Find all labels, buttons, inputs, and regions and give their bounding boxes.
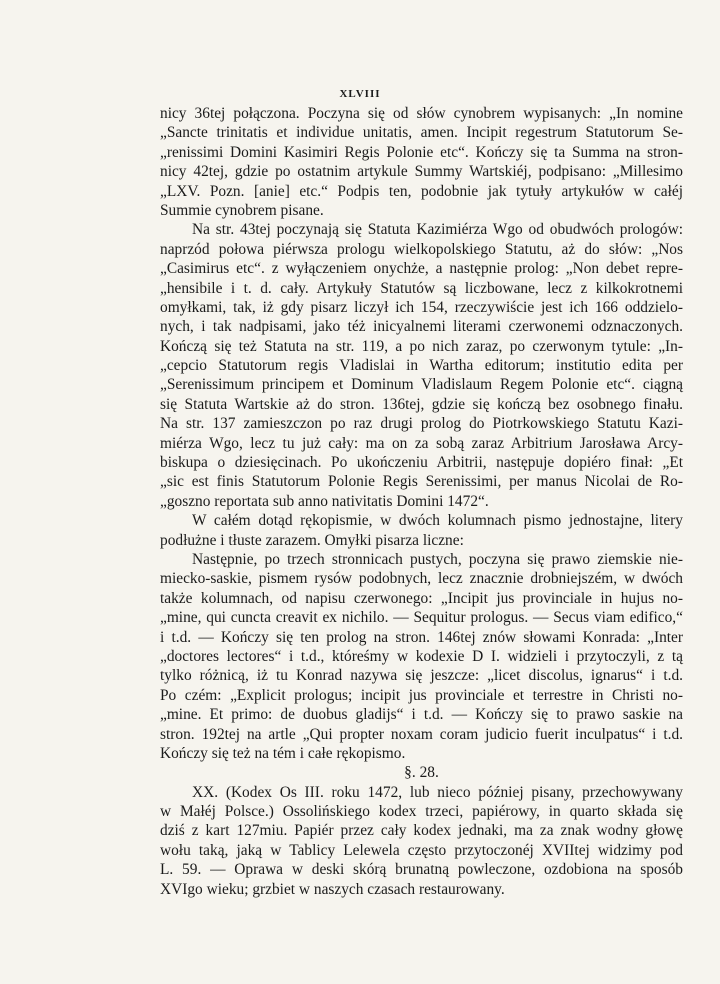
text-line: stron. 192tej na artle „Qui propter noxam coram judicio fuerit inculpatus“ i t.d. <box>160 725 683 743</box>
text-line: „Sancte trinitatis et individue unitatis, amen. Incipit regestrum Statutorum Se- <box>160 124 683 142</box>
text-line: nicy 36tej połączona. Poczyna się od słów cynobrem wypisanych: „In nomine <box>160 105 683 122</box>
text-line: się Statuta Wartskie aż do stron. 136tej, gdzie się kończą bez osobnego finału. <box>160 395 683 413</box>
text-line: Na str. 137 zamieszczon po raz drugi prolog do Piotrkowskiego Statutu Kazi- <box>160 415 683 433</box>
running-head-page-number: XLVIII <box>339 88 381 100</box>
text-line: Kończą się też Statuta na str. 119, a po nich zaraz, po czerwonym tytule: „In- <box>160 337 683 355</box>
text-line: także kolumnach, od napisu czerwonego: „Incipit jus provinciale in hujus no- <box>160 589 683 607</box>
text-line: nicy 42tej, gdzie po ostatnim artykule Summy Wartskiéj, podpisano: „Millesimo <box>160 163 683 181</box>
text-line: „hensibile i t. d. cały. Artykuły Statutów są liczbowane, lecz z kilkokrotnemi <box>160 279 683 297</box>
text-line: miérza Wgo, lecz tu już cały: ma on za sobą zaraz Arbitrium Jarosława Arcy- <box>160 434 683 452</box>
text-line: nych, i tak nadpisami, jako téż inicyalnemi literami czerwonemi odznaczonych. <box>160 318 683 336</box>
text-line: „cepcio Statutorum regis Vladislai in Wartha editorum; institutio edita per <box>160 357 683 375</box>
section-heading: §. 28. <box>404 764 439 782</box>
text-line: wołu taką, jaką w Tablicy Lelewela często przytoczonéj XVIItej widzimy pod <box>160 841 683 859</box>
text-line: „Casimirus etc“. z wyłączeniem onychże, a następnie prolog: „Non debet repre- <box>160 260 683 278</box>
text-line: „doctores lectores“ i t.d., któreśmy w kodexie D I. widzieli i przytoczyli, z tą <box>160 647 683 665</box>
text-line: dziś z kart 127miu. Papiér przez cały kodex jednaki, ma za znak wodny głowę <box>160 822 683 840</box>
text-line: Po czém: „Explicit prologus; incipit jus provinciale et terrestre in Christi no- <box>160 686 683 704</box>
text-line: „renissimi Domini Kasimiri Regis Polonie etc“. Kończy się ta Summa na stron- <box>160 143 683 161</box>
text-line: „mine. Et primo: de duobus gladijs“ i t.d. — Kończy się to prawo saskie na <box>160 706 683 724</box>
text-line: w Małéj Polsce.) Ossolińskiego kodex trzeci, papiérowy, in quarto składa się <box>160 803 683 821</box>
text-line: omyłkami, tak, iż gdy pisarz liczył ich 154, rzeczywiście jest ich 166 oddzielo- <box>160 298 683 316</box>
text-line: XX. (Kodex Os III. roku 1472, lub nieco później pisany, przechowywany <box>192 783 683 801</box>
body-text <box>160 104 683 899</box>
text-line: Następnie, po trzech stronnicach pustych, poczyna się prawo ziemskie nie- <box>192 550 683 568</box>
text-line: „Serenissimum principem et Dominum Vladislaum Regem Polonie etc“. ciągną <box>160 376 683 394</box>
text-line: naprzód połowa piérwsza prologu wielkopolskiego Statutu, aż do słów: „Nos <box>160 240 683 258</box>
text-line: „LXV. Pozn. [anie] etc.“ Podpis ten, podobnie jak tytuły artykułów w całéj <box>160 182 683 200</box>
text-line: i t.d. — Kończy się ten prolog na stron. 146tej znów słowami Konrada: „Inter <box>160 628 683 646</box>
text-line: miecko-saskie, pismem rysów podobnych, lecz znacznie drobniejszém, w dwóch <box>160 570 683 588</box>
text-line: Summie cynobrem pisane. <box>160 201 324 219</box>
text-line: tylko różnicą, iż tu Konrad nazywa się jeszcze: „licet discolus, ignarus“ i t.d. <box>160 667 683 685</box>
text-line: Na str. 43tej poczynają się Statuta Kazimiérza Wgo od obudwóch prologów: <box>192 221 683 239</box>
text-line: XVIgo wieku; grzbiet w naszych czasach restaurowany. <box>160 880 505 898</box>
text-line: Kończy się też na tém i całe rękopismo. <box>160 744 406 762</box>
text-line: „goszno reportata sub anno nativitatis Domini 1472“. <box>160 492 489 510</box>
text-line: biskupa o dziesięcinach. Po ukończeniu Arbitrii, następuje dopiéro finał: „Et <box>160 454 683 472</box>
text-line: podłużne i tłuste zarazem. Omyłki pisarza liczne: <box>160 531 464 549</box>
text-line: W całém dotąd rękopismie, w dwóch kolumnach pismo jednostajne, litery <box>192 512 683 530</box>
text-line: L. 59. — Oprawa w deski skórą brunatną powleczone, ozdobiona na sposób <box>160 861 683 879</box>
text-line: „mine, qui cuncta creavit ex nichilo. — Sequitur prologus. — Secus viam edifico,“ <box>160 609 683 627</box>
text-line: „sic est finis Statutorum Polonie Regis Serenissimi, per manus Nicolai de Ro- <box>160 473 683 491</box>
